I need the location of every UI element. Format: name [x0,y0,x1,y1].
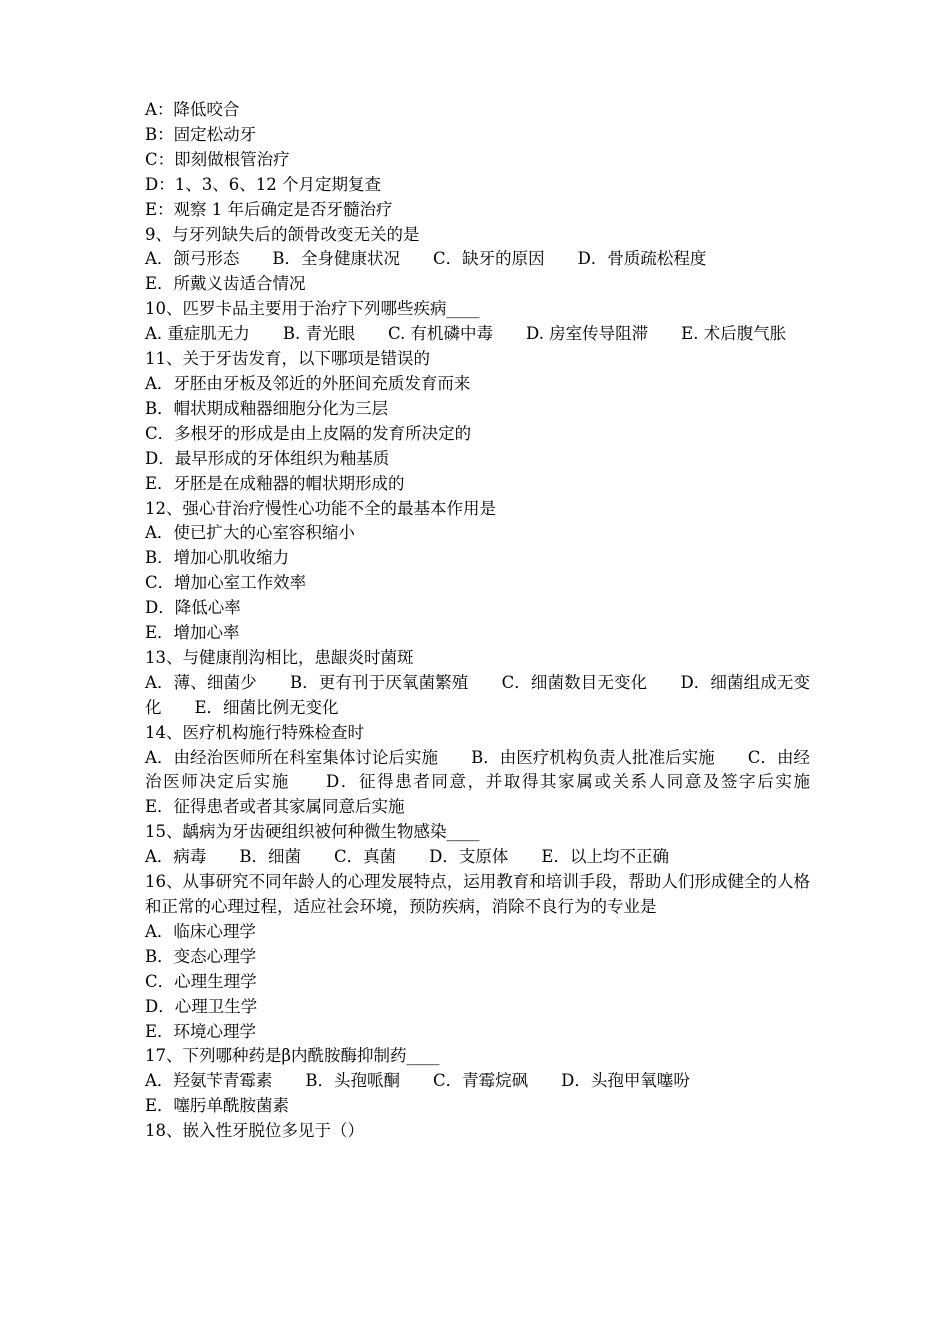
option-line: C．增加心室工作效率 [145,573,307,593]
question-stem: 9、与牙列缺失后的颌骨改变无关的是 [145,224,420,244]
option-line: E：观察 1 年后确定是否牙髓治疗 [145,199,393,219]
question-stem: 14、医疗机构施行特殊检查时 [145,722,364,742]
question-stem: 13、与健康削沟相比，患龈炎时菌斑 [145,647,414,667]
option-line: A．牙胚由牙板及邻近的外胚间充质发育而来 [145,373,471,393]
option-line: A．病毒 B．细菌 C．真菌 D．支原体 E．以上均不正确 [145,847,669,867]
option-line: A．颌弓形态 B．全身健康状况 C．缺牙的原因 D．骨质疏松程度 [145,249,707,269]
option-line: E．所戴义齿适合情况 [145,274,306,294]
question-stem: 11、关于牙齿发育，以下哪项是错误的 [145,349,430,369]
option-line: E．牙胚是在成釉器的帽状期形成的 [145,473,405,493]
option-line: A：降低咬合 [145,100,240,119]
question-stem: 15、龋病为牙齿硬组织被何种微生物感染____ [145,822,480,842]
option-line: D．心理卫生学 [145,996,258,1016]
option-line: A. 重症肌无力 B. 青光眼 C. 有机磷中毒 D. 房室传导阻滞 E. 术后腹气胀 [145,324,787,344]
question-stem: 16、从事研究不同年龄人的心理发展特点，运用教育和培训手段，帮助人们形成健全的人格和正常的心理过程，适应社会环境，预防疾病，消除不良行为的专业是 [145,872,810,916]
question-stem: 12、强心苷治疗慢性心功能不全的最基本作用是 [145,498,496,518]
question-stem: 17、下列哪种药是β内酰胺酶抑制药____ [145,1046,440,1066]
option-line: A．临床心理学 [145,921,256,941]
option-line: C．心理生理学 [145,971,257,991]
option-line: C：即刻做根管治疗 [145,149,290,169]
question-stem: 18、嵌入性牙脱位多见于（） [145,1121,364,1141]
option-line: E．增加心率 [145,623,240,643]
option-line: A．羟氨苄青霉素 B．头孢哌酮 C．青霉烷砜 D．头孢甲氧噻吩 [145,1071,690,1091]
option-line: E．环境心理学 [145,1021,257,1041]
option-line: D．最早形成的牙体组织为釉基质 [145,448,390,468]
option-line: B．帽状期成釉器细胞分化为三层 [145,398,389,418]
question-text-block [145,98,843,1144]
question-stem: 10、匹罗卡品主要用于治疗下列哪些疾病____ [145,299,480,319]
option-line: B．变态心理学 [145,946,257,966]
option-line: D．降低心率 [145,598,241,618]
option-line: C．多根牙的形成是由上皮隔的发育所决定的 [145,423,472,443]
option-line: A．薄、细菌少 B．更有刊于厌氧菌繁殖 C．细菌数目无变化 D．细菌组成无变化 E．细菌比例无变化 [145,672,810,717]
option-line: B．增加心肌收缩力 [145,548,290,568]
option-line: A．由经治医师所在科室集体讨论后实施 B．由医疗机构负责人批准后实施 C．由经治医师决定后实施 D．征得患者同意，并取得其家属或关系人同意及签字后实施 E．征得患者或者其家属同意后实施 [145,747,843,817]
option-line: D：1、3、6、12 个月定期复查 [145,174,381,194]
option-line: B：固定松动牙 [145,124,257,144]
option-line: E．噻肟单酰胺菌素 [145,1096,290,1116]
option-line: A．使已扩大的心室容积缩小 [145,523,355,543]
